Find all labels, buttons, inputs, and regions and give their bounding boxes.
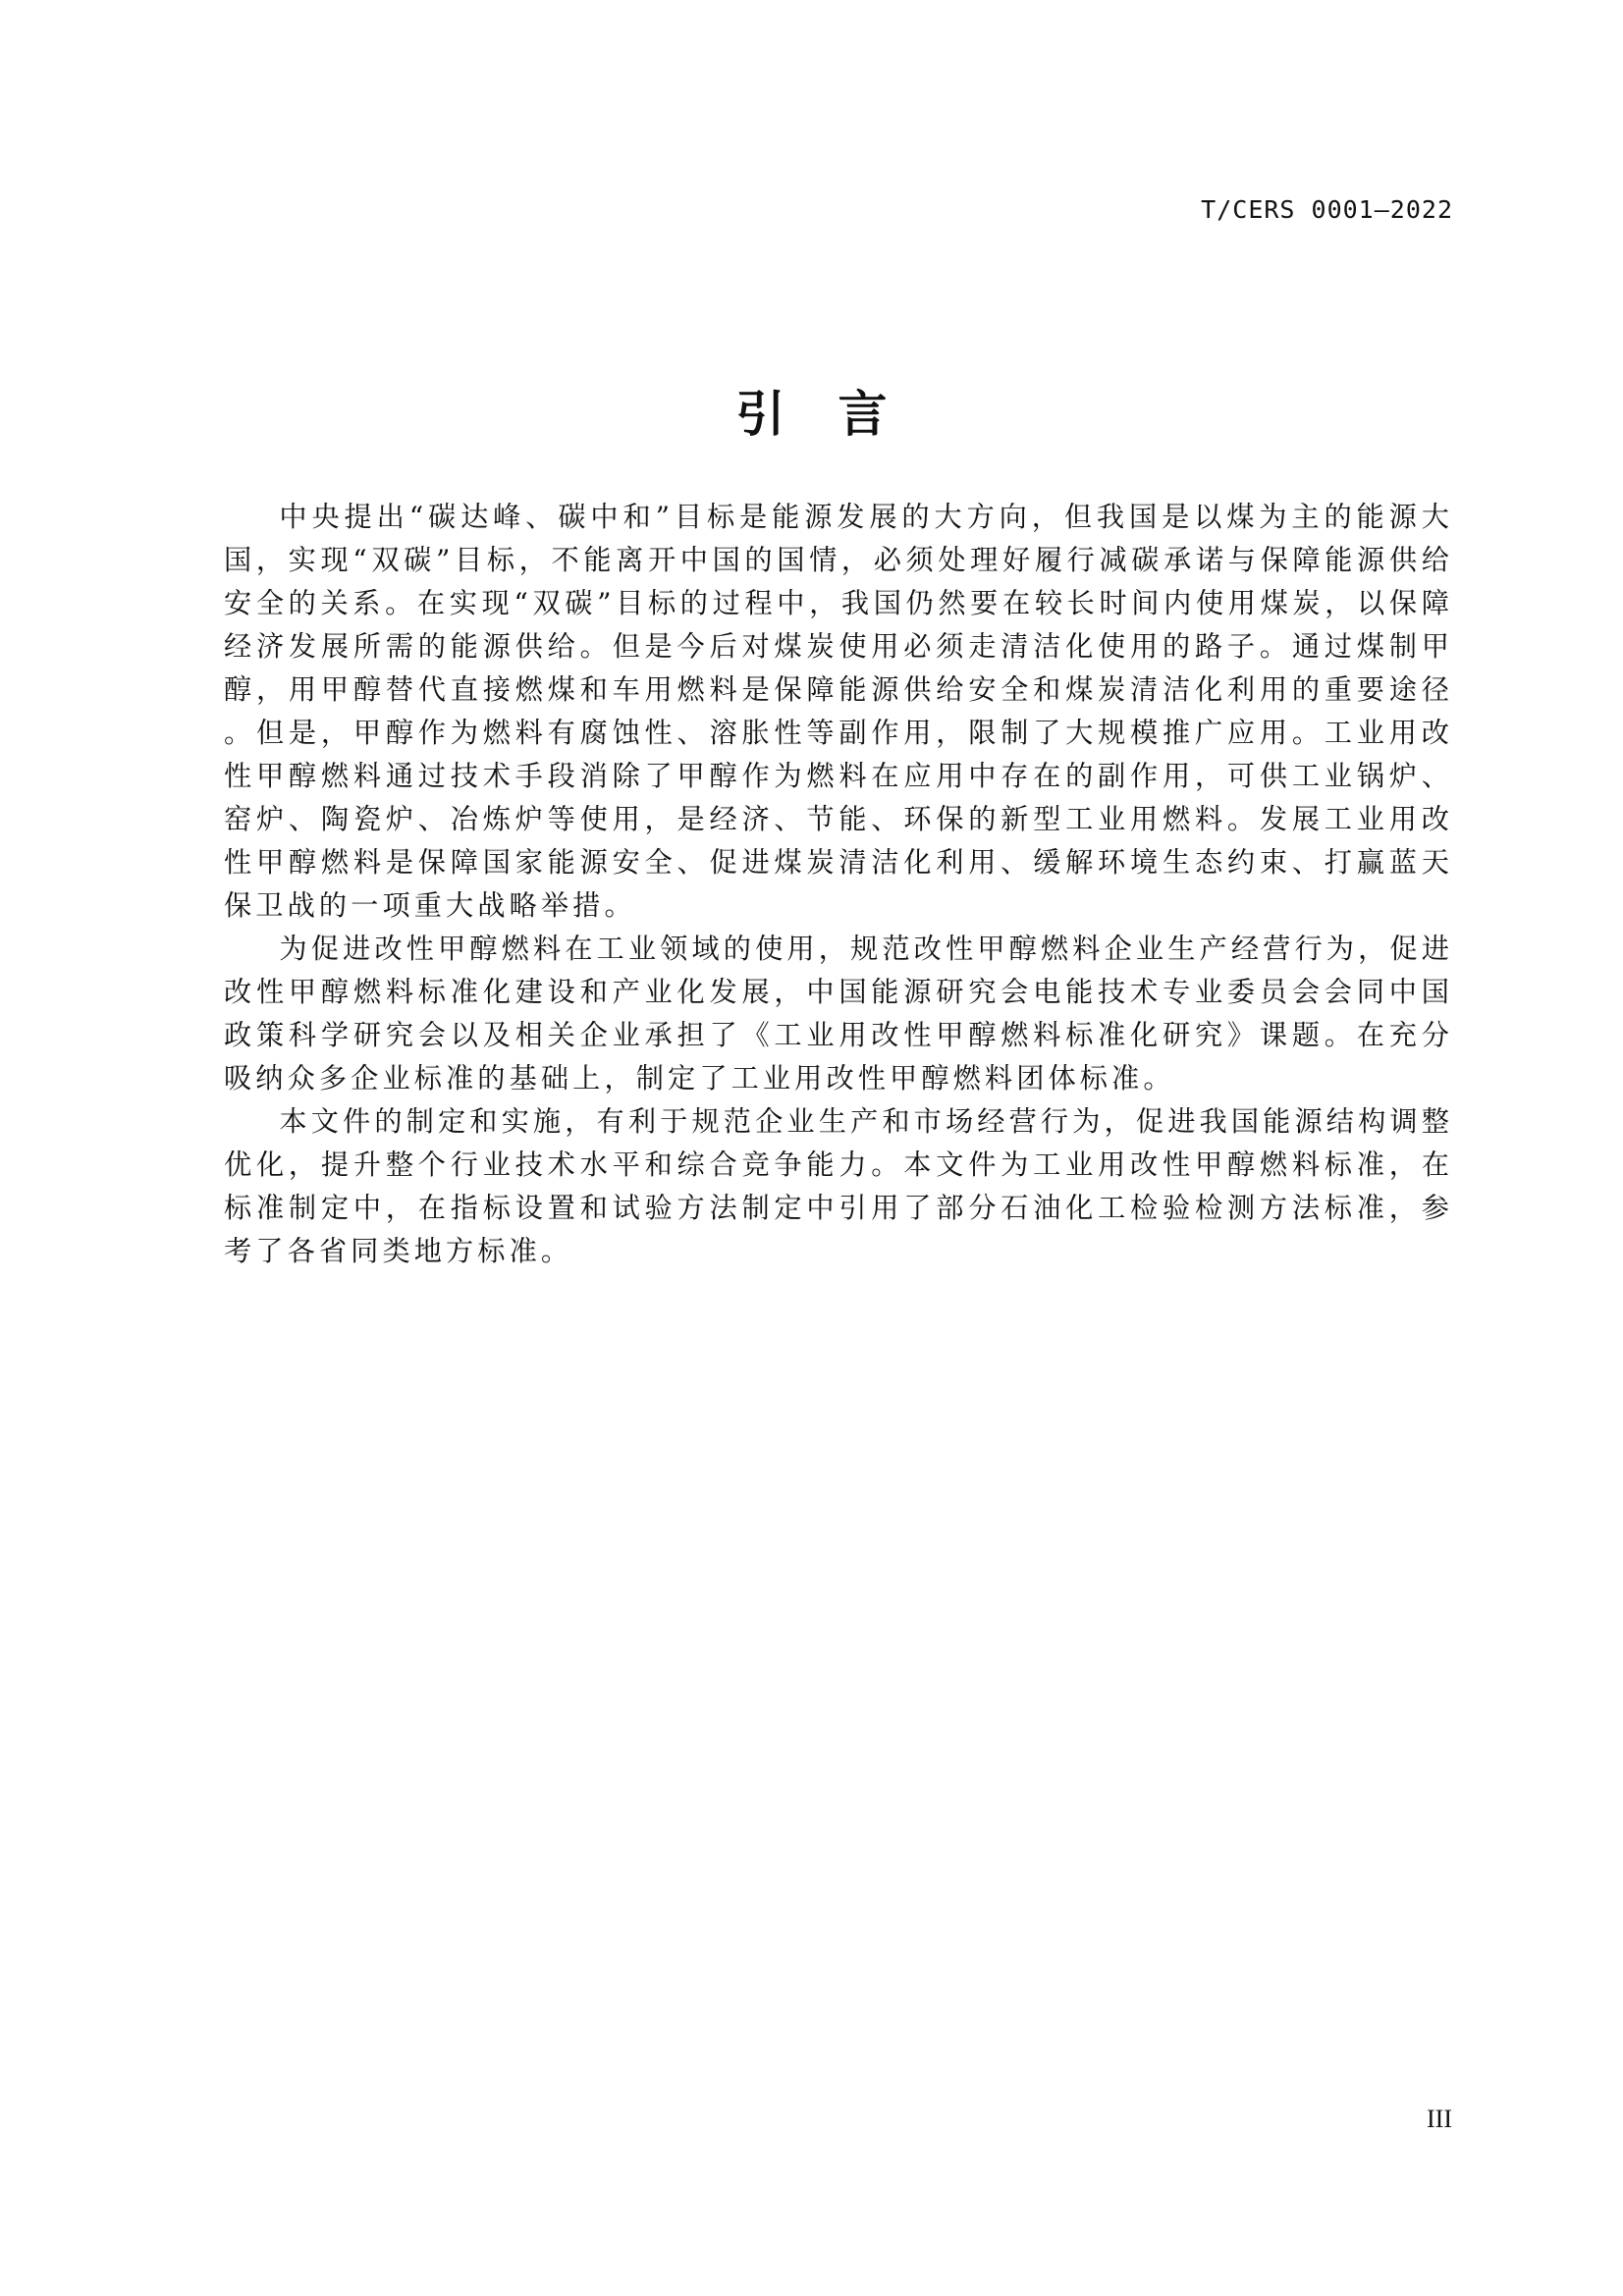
- introduction-body: [224, 496, 1453, 1273]
- paragraph-2: 为促进改性甲醇燃料在工业领域的使用，规范改性甲醇燃料企业生产经营行为，促进改性甲醇燃料标准化建设和产业化发展，中国能源研究会电能技术专业委员会会同中国政策科学研究会以及相关企业承担了《工业用改性甲醇燃料标准化研究》课题。在充分吸纳众多企业标准的基础上，制定了工业用改性甲醇燃料团体标准。: [224, 933, 1453, 1095]
- document-code: T/CERS 0001—2022: [1201, 195, 1453, 224]
- page-number: III: [1427, 2105, 1452, 2133]
- page-title: 引言: [735, 385, 941, 443]
- paragraph-3: 本文件的制定和实施，有利于规范企业生产和市场经营行为，促进我国能源结构调整优化，提升整个行业技术水平和综合竞争能力。本文件为工业用改性甲醇燃料标准，在标准制定中，在指标设置和试验方法制定中引用了部分石油化工检验检测方法标准，参考了各省同类地方标准。: [224, 1105, 1453, 1267]
- paragraph-1: 中央提出“碳达峰、碳中和”目标是能源发展的大方向，但我国是以煤为主的能源大国，实现“双碳”目标，不能离开中国的国情，必须处理好履行减碳承诺与保障能源供给安全的关系。在实现“双碳”目标的过程中，我国仍然要在较长时间内使用煤炭，以保障经济发展所需的能源供给。但是今后对煤炭使用必须走清洁化使用的路子。通过煤制甲醇，用甲醇替代直接燃煤和车用燃料是保障能源供给安全和煤炭清洁化利用的重要途径。但是，甲醇作为燃料有腐蚀性、溶胀性等副作用，限制了大规模推广应用。工业用改性甲醇燃料通过技术手段消除了甲醇作为燃料在应用中存在的副作用，可供工业锅炉、窑炉、陶瓷炉、冶炼炉等使用，是经济、节能、环保的新型工业用燃料。发展工业用改性甲醇燃料是保障国家能源安全、促进煤炭清洁化利用、缓解环境生态约束、打赢蓝天保卫战的一项重大战略举措。: [224, 501, 1453, 922]
